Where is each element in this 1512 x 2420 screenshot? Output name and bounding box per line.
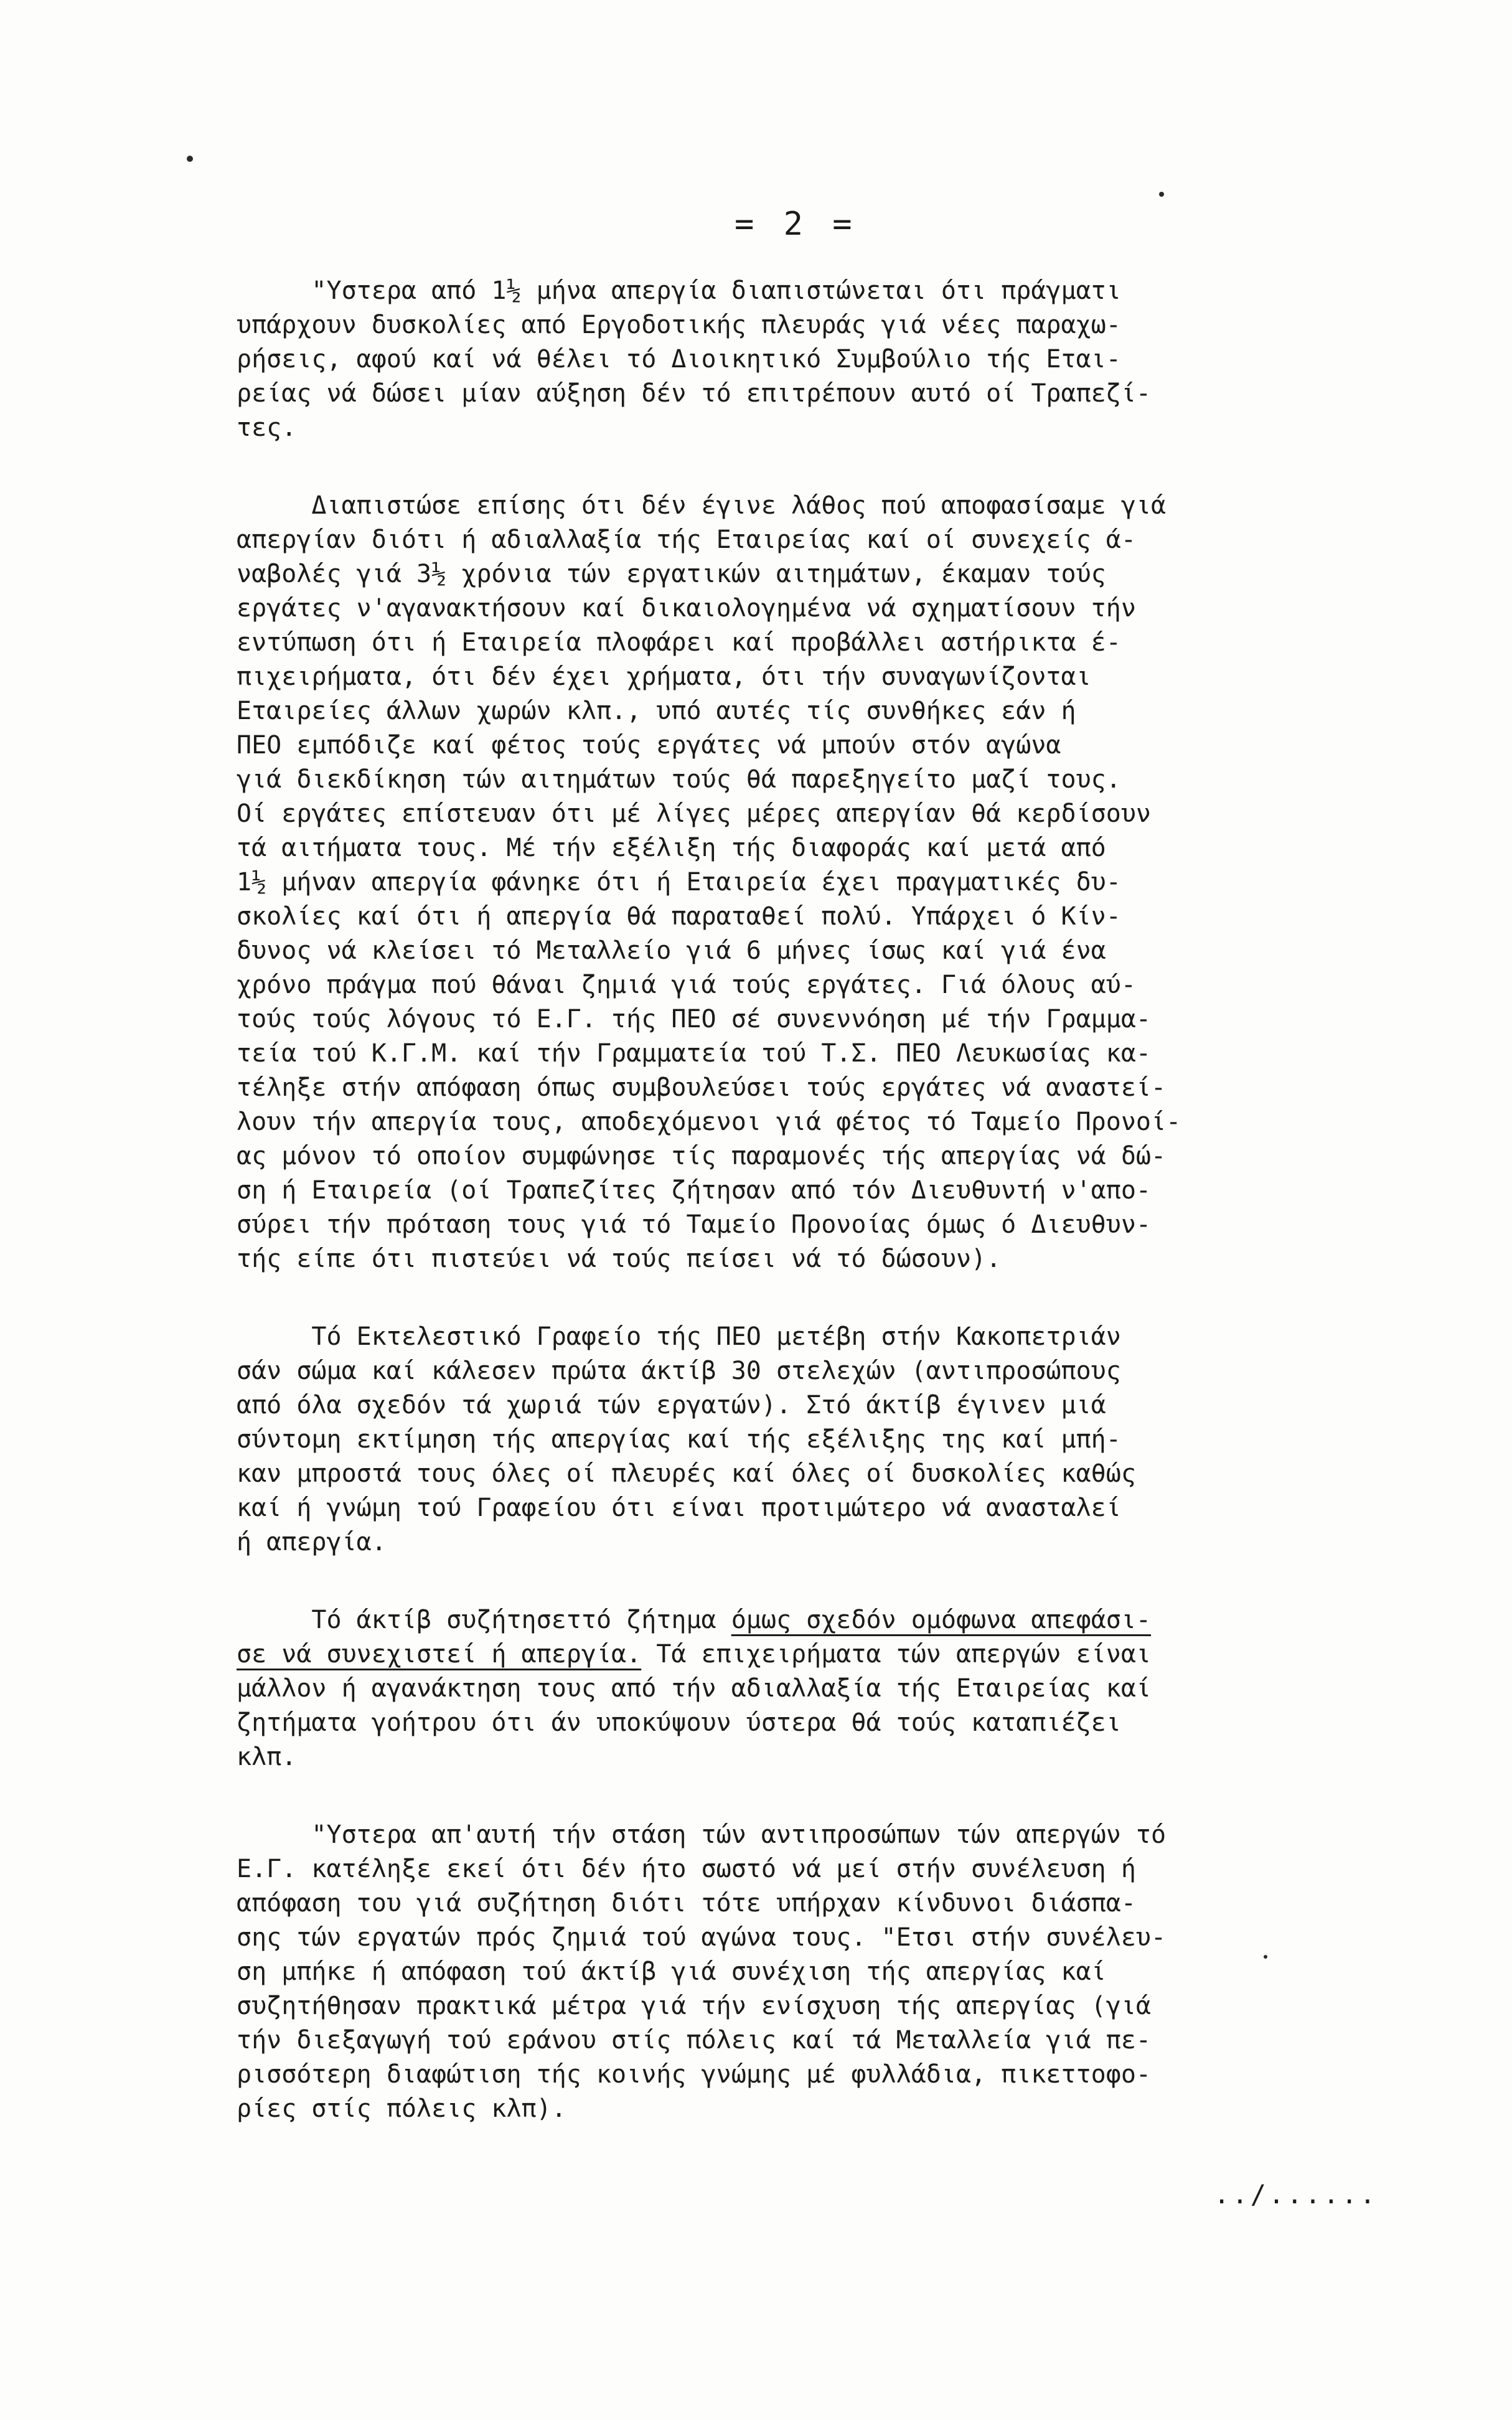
text-line: τής είπε ότι πιστεύει νά τούς πείσει νά τό δώσουν).: [237, 1245, 1002, 1273]
text-line: ΠΕΟ εμπόδιζε καί φέτος τούς εργάτες νά μπούν στόν αγώνα: [237, 731, 1061, 760]
text-line: υπάρχουν δυσκολίες από Εργοδοτικής πλευράς γιά νέες παραχω-: [237, 311, 1121, 339]
ink-speck: [187, 156, 193, 162]
text-line: τούς τούς λόγους τό Ε.Γ. τής ΠΕΟ σέ συνεννόηση μέ τήν Γραμμα-: [237, 1005, 1152, 1033]
text-line: μάλλον ή αγανάκτηση τους από τήν αδιαλλαξία τής Εταιρείας καί: [237, 1674, 1152, 1703]
text-line: καί ή γνώμη τού Γραφείου ότι είναι προτιμώτερο νά ανασταλεί: [237, 1494, 1121, 1522]
text-line: Τό Εκτελεστικό Γραφείο τής ΠΕΟ μετέβη στήν Κακοπετριάν: [237, 1322, 1121, 1351]
text-line: λουν τήν απεργία τους, αποδεχόμενοι γιά φέτος τό Ταμείο Προνοί-: [237, 1108, 1181, 1136]
ink-speck: [1159, 192, 1164, 197]
text-line: ή απεργία.: [237, 1528, 387, 1556]
text-line: "Υστερα απ'αυτή τήν στάση τών αντιπροσώπων τών απεργών τό: [237, 1820, 1167, 1849]
underlined-text: όμως σχεδόν ομόφωνα απεφάσι-: [731, 1606, 1152, 1634]
text-line: ρίες στίς πόλεις κλπ).: [237, 2094, 566, 2123]
text-line: ρισσότερη διαφώτιση τής κοινής γνώμης μέ φυλλάδια, πικεττοφο-: [237, 2060, 1152, 2089]
text-line: Ε.Γ. κατέληξε εκεί ότι δέν ήτο σωστό νά μεί στήν συνέλευση ή: [237, 1855, 1136, 1883]
paragraph: [237, 489, 1450, 1276]
text-line: καν μπροστά τους όλες οί πλευρές καί όλες οί δυσκολίες καθώς: [237, 1459, 1136, 1488]
text-line: σύρει τήν πρόταση τους γιά τό Ταμείο Προνοίας όμως ό Διευθυν-: [237, 1210, 1152, 1239]
paragraph: [237, 1818, 1450, 2126]
text-line: χρόνο πράγμα πού θάναι ζημιά γιά τούς εργάτες. Γιά όλους αύ-: [237, 971, 1136, 999]
text-line: Διαπιστώσε επίσης ότι δέν έγινε λάθος πού αποφασίσαμε γιά: [237, 491, 1167, 520]
text-line: δυνος νά κλείσει τό Μεταλλείο γιά 6 μήνες ίσως καί γιά ένα: [237, 936, 1106, 965]
text-line: σκολίες καί ότι ή απεργία θά παραταθεί πολύ. Υπάρχει ό Κίν-: [237, 902, 1121, 931]
text-line: ση ή Εταιρεία (οί Τραπεζίτες ζήτησαν από τόν Διευθυντή ν'απο-: [237, 1176, 1152, 1205]
text-line: Τό άκτίβ συζήτησεττό ζήτημα όμως σχεδόν ομόφωνα απεφάσι-: [237, 1606, 1152, 1634]
text-line: από όλα σχεδόν τά χωριά τών εργατών). Στό άκτίβ έγινεν μιά: [237, 1391, 1106, 1420]
text-line: ρήσεις, αφού καί νά θέλει τό Διοικητικό Συμβούλιο τής Εται-: [237, 345, 1121, 374]
text-line: Εταιρείες άλλων χωρών κλπ., υπό αυτές τίς συνθήκες εάν ή: [237, 697, 1076, 725]
text-line: εργάτες ν'αγανακτήσουν καί δικαιολογημένα νά σχηματίσουν τήν: [237, 594, 1136, 623]
text-line: σάν σώμα καί κάλεσεν πρώτα άκτίβ 30 στελεχών (αντιπροσώπους: [237, 1357, 1121, 1385]
document-body: [237, 274, 1450, 2126]
ink-speck: [1264, 1955, 1267, 1959]
text-line: ρείας νά δώσει μίαν αύξηση δέν τό επιτρέπουν αυτό οί Τραπεζί-: [237, 379, 1152, 408]
text-line: εντύπωση ότι ή Εταιρεία πλοφάρει καί προβάλλει αστήρικτα έ-: [237, 628, 1121, 657]
text-line: σης τών εργατών πρός ζημιά τού αγώνα τους. "Ετσι στήν συνέλευ-: [237, 1923, 1167, 1952]
text-line: απεργίαν διότι ή αδιαλλαξία τής Εταιρείας καί οί συνεχείς ά-: [237, 525, 1136, 554]
text-line: 1½ μήναν απεργία φάνηκε ότι ή Εταιρεία έχει πραγματικές δυ-: [237, 868, 1121, 897]
paragraph: [237, 1603, 1450, 1774]
text-line: πιχειρήματα, ότι δέν έχει χρήματα, ότι τήν συναγωνίζονται: [237, 662, 1091, 691]
text-line: σε νά συνεχιστεί ή απεργία. Τά επιχειρήματα τών απεργών είναι: [237, 1640, 1152, 1669]
continuation-mark: ../......: [1214, 2179, 1378, 2210]
text-line: συζητήθησαν πρακτικά μέτρα γιά τήν ενίσχυση τής απεργίας (γιά: [237, 1992, 1152, 2020]
text-line: τήν διεξαγωγή τού εράνου στίς πόλεις καί τά Μεταλλεία γιά πε-: [237, 2026, 1152, 2055]
text-line: ας μόνον τό οποίον συμφώνησε τίς παραμονές τής απεργίας νά δώ-: [237, 1142, 1167, 1170]
text-line: ναβολές γιά 3½ χρόνια τών εργατικών αιτημάτων, έκαμαν τούς: [237, 560, 1106, 588]
text-line: γιά διεκδίκηση τών αιτημάτων τούς θά παρεξηγείτο μαζί τους.: [237, 765, 1121, 794]
text-line: ζητήματα γοήτρου ότι άν υποκύψουν ύστερα θά τούς καταπιέζει: [237, 1708, 1121, 1737]
text-line: ση μπήκε ή απόφαση τού άκτίβ γιά συνέχιση τής απεργίας καί: [237, 1957, 1106, 1986]
underlined-text: σε νά συνεχιστεί ή απεργία.: [237, 1640, 642, 1669]
text-line: τέληξε στήν απόφαση όπως συμβουλεύσει τούς εργάτες νά αναστεί-: [237, 1073, 1167, 1102]
text-line: τά αιτήματα τους. Μέ τήν εξέλιξη τής διαφοράς καί μετά από: [237, 834, 1106, 862]
text-line: απόφαση του γιά συζήτηση διότι τότε υπήρχαν κίνδυνοι διάσπα-: [237, 1889, 1136, 1918]
text-line: σύντομη εκτίμηση τής απεργίας καί τής εξέλιξης της καί μπή-: [237, 1425, 1121, 1454]
text-line: "Υστερα από 1½ μήνα απεργία διαπιστώνεται ότι πράγματι: [237, 276, 1121, 305]
page-number: = 2 =: [735, 205, 857, 243]
text-line: τεία τού Κ.Γ.Μ. καί τήν Γραμματεία τού Τ.Σ. ΠΕΟ Λευκωσίας κα-: [237, 1039, 1152, 1068]
paragraph: [237, 274, 1450, 445]
paragraph: [237, 1320, 1450, 1560]
text-line: Οί εργάτες επίστευαν ότι μέ λίγες μέρες απεργίαν θά κερδίσουν: [237, 799, 1152, 828]
text-line: κλπ.: [237, 1743, 297, 1771]
text-line: τες.: [237, 413, 297, 442]
